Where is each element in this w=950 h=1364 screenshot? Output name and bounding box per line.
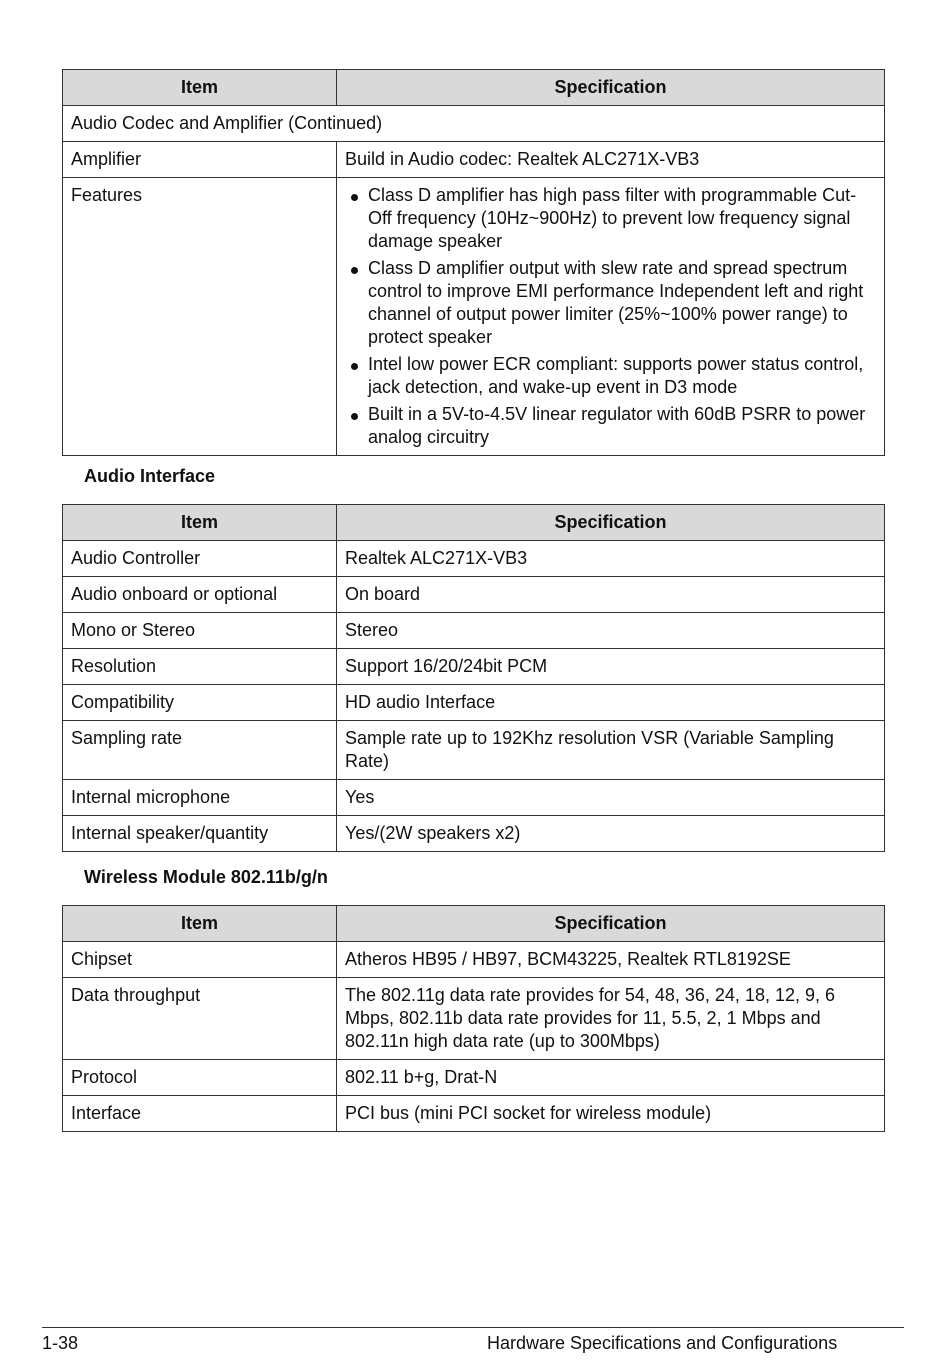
table-row: [63, 942, 885, 978]
row-item: Internal microphone: [63, 780, 337, 816]
row-item: Interface: [63, 1096, 337, 1132]
table-row: [63, 649, 885, 685]
row-spec: Atheros HB95 / HB97, BCM43225, Realtek RTL8192SE: [337, 942, 885, 978]
row-item: Chipset: [63, 942, 337, 978]
wireless-module-heading: Wireless Module 802.11b/g/n: [84, 867, 328, 887]
table-row: [63, 1060, 885, 1096]
page-number: 1-38: [42, 1333, 79, 1353]
header-item: Item: [63, 906, 337, 942]
row-item: Audio Controller: [63, 541, 337, 577]
row-spec: The 802.11g data rate provides for 54, 48, 36, 24, 18, 12, 9, 6 Mbps, 802.11b data rate provides for 11, 5.5, 2, 1 Mbps and 802.11n high data rate (up to 300Mbps): [337, 978, 885, 1060]
list-item: [345, 353, 876, 399]
list-item-text: Intel low power ECR compliant: supports power status control, jack detection, and wake-up event in D3 mode: [368, 354, 864, 397]
row-item: Internal speaker/quantity: [63, 816, 337, 852]
table-row: [63, 178, 885, 456]
audio-interface-table: [62, 504, 885, 852]
table-row: [63, 541, 885, 577]
chapter-title: Hardware Specifications and Configurations: [487, 1333, 838, 1353]
row-spec: Yes/(2W speakers x2): [337, 816, 885, 852]
row-item: Amplifier: [63, 142, 337, 178]
bullet-icon: [351, 413, 358, 420]
header-item: Item: [63, 505, 337, 541]
table-row: [63, 577, 885, 613]
table-header-row: [63, 906, 885, 942]
list-item-text: Class D amplifier has high pass filter with programmable Cut-Off frequency (10Hz~900Hz) to prevent low frequency signal damage speaker: [368, 185, 857, 251]
row-item: Mono or Stereo: [63, 613, 337, 649]
bullet-icon: [351, 363, 358, 370]
row-spec: Yes: [337, 780, 885, 816]
table-row: [63, 816, 885, 852]
table-row: [63, 142, 885, 178]
row-spec: Sample rate up to 192Khz resolution VSR (Variable Sampling Rate): [337, 721, 885, 780]
table-row: [63, 613, 885, 649]
row-spec: Stereo: [337, 613, 885, 649]
table-row: [63, 978, 885, 1060]
list-item: [345, 403, 876, 449]
row-spec: Realtek ALC271X-VB3: [337, 541, 885, 577]
header-specification: Specification: [337, 505, 885, 541]
header-specification: Specification: [337, 906, 885, 942]
list-item: [345, 257, 876, 349]
header-specification: Specification: [337, 70, 885, 106]
row-spec: Support 16/20/24bit PCM: [337, 649, 885, 685]
row-item: Features: [63, 178, 337, 456]
list-item-text: Class D amplifier output with slew rate and spread spectrum control to improve EMI performance Independent left and right channel of output power limiter (25%~100% power range) to protect speaker: [368, 258, 864, 347]
audio-codec-table: [62, 69, 885, 456]
section-row-label: Audio Codec and Amplifier (Continued): [63, 106, 885, 142]
table-row: [63, 1096, 885, 1132]
row-spec: Build in Audio codec: Realtek ALC271X-VB3: [337, 142, 885, 178]
bullet-icon: [351, 267, 358, 274]
row-spec: On board: [337, 577, 885, 613]
row-spec: [337, 178, 885, 456]
row-spec: 802.11 b+g, Drat-N: [337, 1060, 885, 1096]
list-item-text: Built in a 5V-to-4.5V linear regulator with 60dB PSRR to power analog circuitry: [368, 404, 866, 447]
row-item: Resolution: [63, 649, 337, 685]
row-spec: PCI bus (mini PCI socket for wireless module): [337, 1096, 885, 1132]
table-row: [63, 721, 885, 780]
row-item: Protocol: [63, 1060, 337, 1096]
row-item: Data throughput: [63, 978, 337, 1060]
list-item: [345, 184, 876, 253]
row-item: Sampling rate: [63, 721, 337, 780]
table-header-row: [63, 505, 885, 541]
audio-interface-heading: Audio Interface: [84, 466, 216, 486]
table-row: [63, 106, 885, 142]
row-item: Compatibility: [63, 685, 337, 721]
row-spec: HD audio Interface: [337, 685, 885, 721]
row-item: Audio onboard or optional: [63, 577, 337, 613]
bullet-icon: [351, 194, 358, 201]
table-row: [63, 685, 885, 721]
table-header-row: [63, 70, 885, 106]
table-row: [63, 780, 885, 816]
features-list: [345, 184, 876, 449]
footer-divider: [42, 1327, 904, 1328]
header-item: Item: [63, 70, 337, 106]
wireless-module-table: [62, 905, 885, 1132]
